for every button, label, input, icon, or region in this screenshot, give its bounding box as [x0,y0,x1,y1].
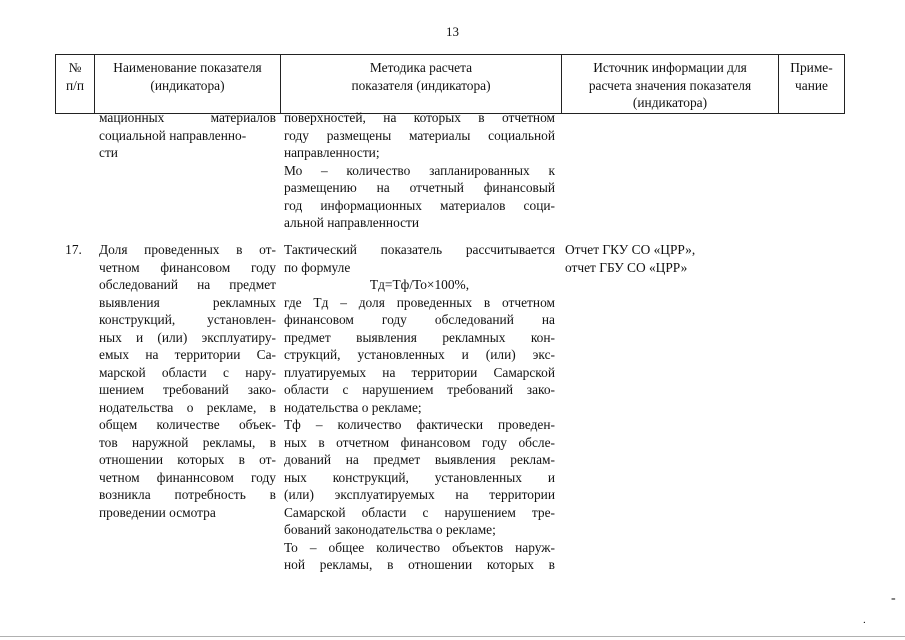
text-line: То – общее количество объектов наруж- [284,539,555,555]
header-line: показателя (индикатора) [351,77,491,93]
calculation-method-cell [284,109,555,232]
text-line: социальной направленно- [99,127,247,143]
page-number: 13 [446,24,459,39]
text-line: где Тд – доля проведенных в отчетном [284,294,555,310]
text-line: возникла потребность в [99,487,276,502]
scan-mark: . [863,614,866,626]
text-line: дований на предмет выявления реклам- [284,452,555,467]
text-line: ных и (или) эксплуатиру- [99,329,276,345]
header-indicator-name [95,55,281,114]
text-line: Мо – количество запланированных к [284,162,555,178]
header-line: Методика расчета [369,60,473,75]
scan-edge [0,636,905,637]
text-line: выявления рекламных [99,294,276,310]
calculation-method-cell [284,241,555,574]
text-line: бований законодательства о рекламе; [284,522,496,537]
header-line: (индикатора) [150,77,225,93]
text-line: обследований на предмет [99,277,276,292]
text-line: емых на территории Са- [99,347,276,362]
indicator-name-cell [99,241,276,521]
header-line: п/п [65,77,85,93]
text-line: ной рекламы, в отношении которых в [284,557,555,572]
text-line: альной направленности [284,215,420,230]
text-line: предмет выявления рекламных кон- [284,329,555,345]
text-line: год информационных материалов соци- [284,197,555,213]
text-line: Тактический показатель рассчитывается [284,242,555,257]
header-line: Наименование показателя [113,60,262,75]
text-line: (или) эксплуатируемых на территории [284,487,555,502]
text-line: финансовом году обследований на [284,312,555,327]
text-line: Самарской области с нарушением тре- [284,504,555,520]
text-line: Отчет ГКУ СО «ЦРР», [565,242,696,257]
text-line: сти [99,145,118,160]
text-line: ных конструкций, установленных и [284,469,555,485]
method-paragraph [284,416,555,539]
text-line: мационных материалов [99,110,276,125]
text-line: области с нарушением требований зако- [284,382,555,397]
text-line: отношении которых в от- [99,452,276,467]
header-line: (индикатора) [632,95,708,110]
text-line: нодательства о рекламе, в [99,399,276,415]
text-line: тов наружной рекламы, в [99,434,276,450]
text-line: направленности; [284,145,380,160]
header-line: Источник информации для [593,60,747,75]
header-number [56,55,95,114]
text-line: проведении осмотра [99,504,216,520]
method-paragraph [284,539,555,574]
text-line: Тф – количество фактически проведен- [284,417,555,432]
text-line: ных в отчетном финансовом году обсле- [284,434,555,450]
text-line: Доля проведенных в от- [99,242,276,257]
header-note [779,55,845,114]
text-line: шением требований зако- [99,382,276,397]
text-line: струкций, установленных и (или) экс- [284,347,555,362]
header-information-source [562,55,779,114]
header-line: № [68,60,82,75]
text-line: четном финаннсовом году [99,469,276,485]
indicator-name-cell [99,109,276,162]
method-paragraph [284,162,555,232]
text-line: общем количестве объек- [99,417,276,432]
text-line: конструкций, установлен- [99,312,276,327]
text-line: марской области с нару- [99,364,276,380]
table-header [55,54,845,114]
text-line: четном финансовом году [99,259,276,275]
formula: Тд=Тф/То×100%, [369,277,470,292]
text-line: году размещены материалы социальной [284,127,555,143]
header-line: расчета значения показателя [588,77,752,93]
text-line: плуатируемых на территории Самарской [284,364,555,380]
header-line: Приме- [790,60,833,75]
scan-mark: - [891,591,896,606]
text-line: размещению на отчетный финансовый [284,180,555,195]
method-paragraph [284,294,555,417]
information-source-cell [565,241,775,276]
row-number: 17. [65,242,82,257]
header-line: чание [795,77,828,93]
method-paragraph [284,109,555,162]
text-line: отчет ГБУ СО «ЦРР» [565,259,688,275]
text-line: поверхностей, на которых в отчетном [284,110,555,125]
text-line: по формуле [284,259,351,275]
text-line: нодательства о рекламе; [284,399,422,415]
header-calculation-method [281,55,562,114]
